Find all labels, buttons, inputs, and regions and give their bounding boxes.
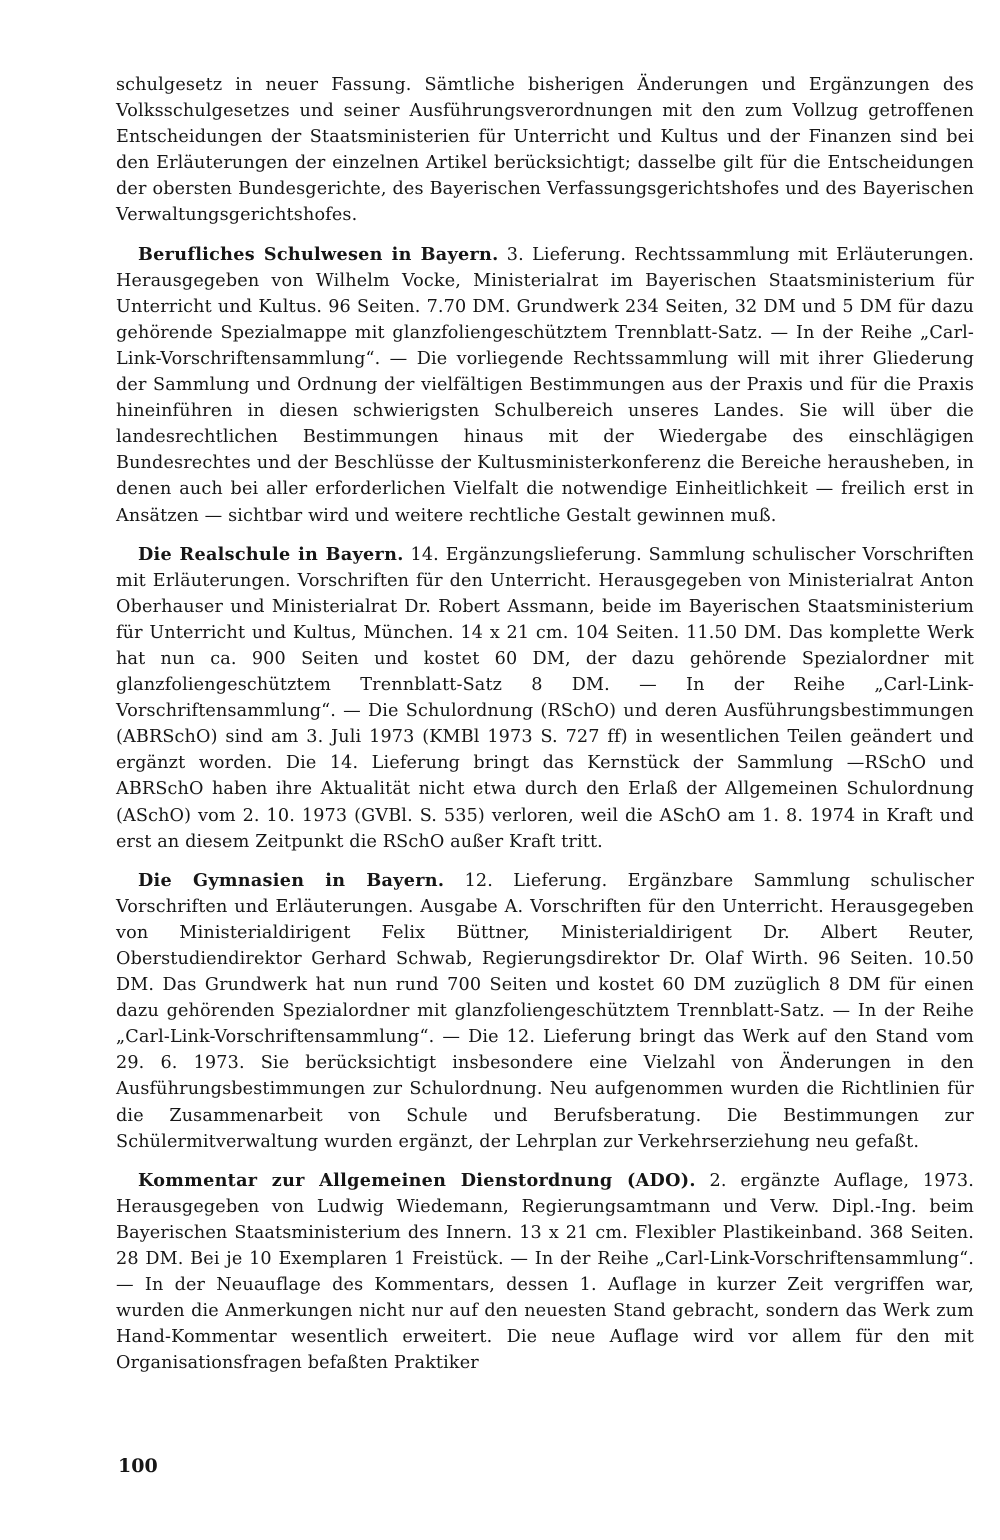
entry-title: Die Realschule in Bayern.	[138, 543, 404, 565]
entry-text: 12. Lieferung. Ergänzbare Sammlung schulischer Vorschriften und Erläuterungen. Ausgabe A. Vorschriften für den Unterricht. Herausgegeben von Ministerialdirigent Felix Büttner, Ministerialdirigent Dr. Albert Reuter, Oberstudiendirektor Gerhard Schwab, Regierungsdirektor Dr. Olaf Wirth. 96 Seiten. 10.50 DM. Das Grundwerk hat nun rund 700 Seiten und kostet 60 DM zuzüglich 8 DM für einen dazu gehörenden Spezialordner mit glanzfoliengeschütztem Trennblatt-Satz. — In der Reihe „Carl-Link-Vorschriftensammlung“. — Die 12. Lieferung bringt das Werk auf den Stand vom 29. 6. 1973. Sie berücksichtigt insbesondere eine Vielzahl von Änderungen in den Ausführungsbestimmungen zur Schulordnung. Neu aufgenommen wurden die Richtlinien für die Zusammenarbeit von Schule und Berufsberatung. Die Bestimmungen zur Schülermitverwaltung wurden ergänzt, der Lehrplan zur Verkehrserziehung neu gefaßt.	[116, 870, 975, 1152]
entry-realschule	[116, 542, 974, 855]
entry-text: 3. Lieferung. Rechtssammlung mit Erläuterungen. Herausgegeben von Wilhelm Vocke, Ministerialrat im Bayerischen Staatsministerium für Unterricht und Kultus. 96 Seiten. 7.70 DM. Grundwerk 234 Seiten, 32 DM und 5 DM für dazu gehörende Spezialmappe mit glanzfoliengeschütztem Trennblatt-Satz. — In der Reihe „Carl-Link-Vorschriftensammlung“. — Die vorliegende Rechtssammlung will mit ihrer Gliederung der Sammlung und Ordnung der vielfältigen Bestimmungen aus der Praxis und für die Praxis hineinführen in diesen schwierigsten Schulbereich unseres Landes. Sie will über die landesrechtlichen Bestimmungen hinaus mit der Wiedergabe des einschlägigen Bundesrechtes und der Beschlüsse der Kultusministerkonferenz die Bereiche herausheben, in denen auch bei aller erforderlichen Vielfalt die notwendige Einheitlichkeit — freilich erst in Ansätzen — sichtbar wird und weitere rechtliche Gestalt gewinnen muß.	[116, 244, 974, 526]
paragraph-continuation	[116, 72, 974, 229]
entry-kommentar-ado	[116, 1168, 974, 1377]
paragraph-text: schulgesetz in neuer Fassung. Sämtliche bisherigen Änderungen und Ergänzungen des Volksschulgesetzes und seiner Ausführungsverordnungen mit den zum Vollzug getroffenen Entscheidungen der Staatsministerien für Unterricht und Kultus und der Finanzen sind bei den Erläuterungen der einzelnen Artikel berücksichtigt; dasselbe gilt für die Entscheidungen der obersten Bundesgerichte, des Bayerischen Verfassungsgerichtshofes und des Bayerischen Verwaltungsgerichtshofes.	[116, 75, 974, 226]
entry-text: 14. Ergänzungslieferung. Sammlung schulischer Vorschriften mit Erläuterungen. Vorschriften für den Unterricht. Herausgegeben von Ministerialrat Anton Oberhauser und Ministerialrat Dr. Robert Assmann, beide im Bayerischen Staatsministerium für Unterricht und Kultus, München. 14 x 21 cm. 104 Seiten. 11.50 DM. Das komplette Werk hat nun ca. 900 Seiten und kostet 60 DM, der dazu gehörende Spezialordner mit glanzfoliengeschütztem Trennblatt-Satz 8 DM. — In der Reihe „Carl-Link-Vorschriftensammlung“. — Die Schulordnung (RSchO) und deren Ausführungsbestimmungen (ABRSchO) sind am 3. Juli 1973 (KMBl 1973 S. 727 ff) in wesentlichen Teilen geändert und ergänzt worden. Die 14. Lieferung bringt das Kernstück der Sammlung —RSchO und ABRSchO haben ihre Aktualität nicht etwa durch den Erlaß der Allgemeinen Schulordnung (ASchO) vom 2. 10. 1973 (GVBl. S. 535) verloren, weil die ASchO am 1. 8. 1974 in Kraft und erst an diesem Zeitpunkt die RSchO außer Kraft tritt.	[116, 544, 974, 852]
page-number: 100	[118, 1455, 158, 1477]
entry-berufliches-schulwesen	[116, 242, 974, 529]
entry-title: Kommentar zur Allgemeinen Dienstordnung (ADO).	[138, 1169, 696, 1191]
document-body	[116, 72, 974, 1390]
entry-gymnasien	[116, 868, 974, 1155]
entry-text: 2. ergänzte Auflage, 1973. Herausgegeben von Ludwig Wiedemann, Regierungsamtmann und Verw. Dipl.-Ing. beim Bayerischen Staatsministerium des Innern. 13 x 21 cm. Flexibler Plastikeinband. 368 Seiten. 28 DM. Bei je 10 Exemplaren 1 Freistück. — In der Reihe „Carl-Link-Vorschriftensammlung“. — In der Neuauflage des Kommentars, dessen 1. Auflage in kurzer Zeit vergriffen war, wurden die Anmerkungen nicht nur auf den neuesten Stand gebracht, sondern das Werk zum Hand-Kommentar wesentlich erweitert. Die neue Auflage wird vor allem für den mit Organisationsfragen befaßten Praktiker	[116, 1170, 974, 1374]
entry-title: Berufliches Schulwesen in Bayern.	[138, 243, 499, 265]
entry-title: Die Gymnasien in Bayern.	[138, 869, 445, 891]
